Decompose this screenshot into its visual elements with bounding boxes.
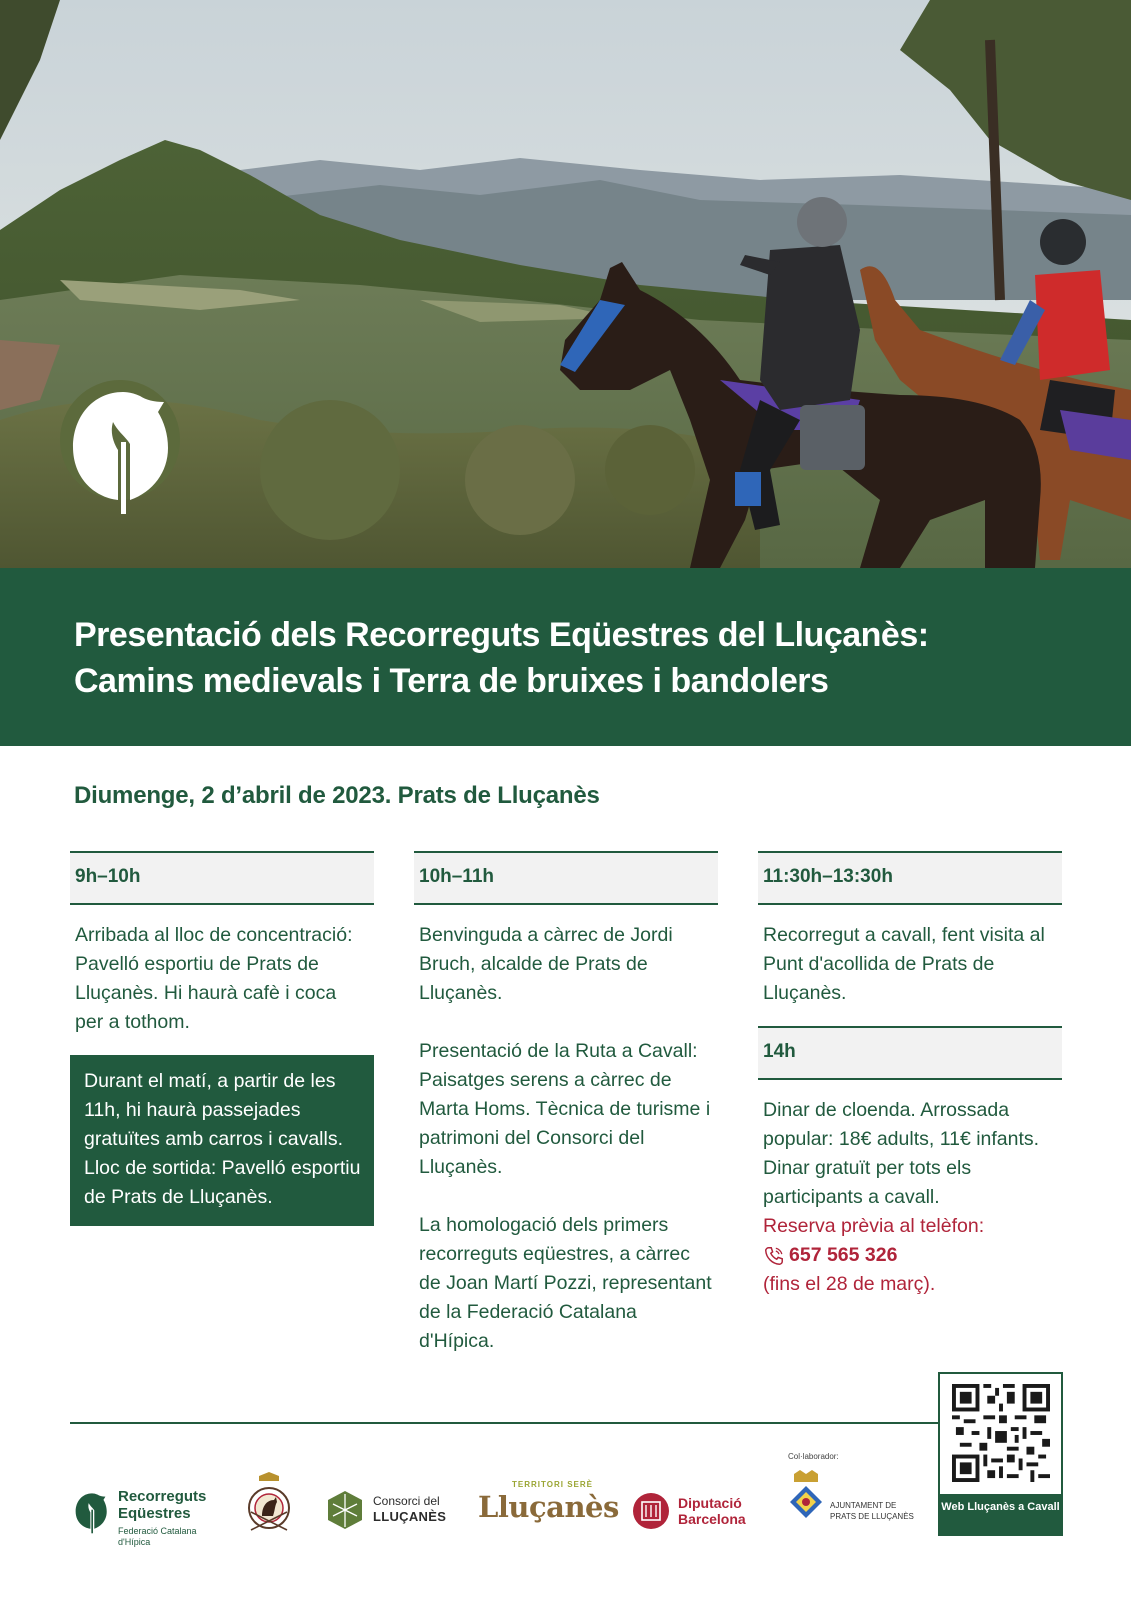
qr-code-label: Web Lluçanès a Cavall <box>940 1494 1061 1534</box>
diputacio-emblem-icon <box>632 1492 670 1530</box>
phone-icon <box>763 1245 785 1267</box>
hero-photo <box>0 0 1131 568</box>
leaf-shield-icon <box>325 1490 365 1530</box>
consorci-llucanes-logo <box>325 1488 455 1534</box>
time-slot-heading: 11:30h–13:30h <box>758 851 1062 905</box>
footer-divider <box>70 1422 940 1424</box>
welcome-paragraph: Benvinguda a càrrec de Jordi Bruch, alcalde de Prats de Lluçanès. <box>419 924 673 1004</box>
schedule-column-2 <box>414 851 718 1356</box>
consorci-line-1: Consorci del <box>373 1494 440 1508</box>
diputacio-barcelona-logo <box>632 1492 762 1534</box>
recorreguts-title-1: Recorreguts <box>118 1488 207 1505</box>
recorreguts-equestres-logo <box>74 1488 224 1558</box>
event-date-location: Diumenge, 2 d’abril de 2023. Prats de Lluçanès <box>74 782 600 809</box>
schedule-column-1 <box>70 851 374 1226</box>
reservation-deadline: (fins el 28 de març). <box>763 1273 936 1295</box>
consorci-line-2: LLUÇANÈS <box>373 1509 447 1524</box>
event-title-line-1: Presentació dels Recorreguts Eqüestres del Lluçanès: <box>74 616 929 654</box>
qr-code-icon <box>952 1384 1050 1482</box>
reservation-label: Reserva prèvia al telèfon: <box>763 1215 985 1237</box>
club-crest-logo <box>245 1472 293 1534</box>
phone-number: 657 565 326 <box>789 1244 898 1266</box>
route-presentation-paragraph: Presentació de la Ruta a Cavall: Paisatges serens a càrrec de Marta Homs. Tècnica de turisme i patrimoni del Consorci del Lluçanès. <box>419 1040 711 1178</box>
time-slot-description: Recorregut a cavall, fent visita al Punt d'acollida de Prats de Lluçanès. <box>763 924 1045 1004</box>
homologation-paragraph: La homologació dels primers recorreguts eqüestres, a càrrec de Joan Martí Pozzi, representant de la Federació Catalana d'Hípica. <box>419 1214 712 1352</box>
highlight-note-box: Durant el matí, a partir de les 11h, hi haurà passejades gratuïtes amb carros i cavalls. Lloc de sortida: Pavelló esportiu de Prats de Lluçanès. <box>70 1055 374 1226</box>
recorreguts-sub-2: d'Hípica <box>118 1537 151 1547</box>
recorreguts-sub-1: Federació Catalana <box>118 1526 197 1536</box>
lunch-description <box>758 1080 1062 1299</box>
llucanes-wordmark: Lluçanès <box>478 1490 619 1524</box>
horse-head-logo-icon <box>68 382 178 522</box>
ajuntament-line-1: AJUNTAMENT DE <box>830 1501 897 1510</box>
ajuntament-line-2: PRATS DE LLUÇANÈS <box>830 1512 914 1521</box>
title-band <box>0 568 1131 746</box>
diputacio-line-2: Barcelona <box>678 1511 746 1527</box>
collaborador-label: Col·laborador: <box>788 1452 839 1461</box>
lunch-text: Dinar de cloenda. Arrossada popular: 18€ adults, 11€ infants. Dinar gratuït per tots els participants a cavall. <box>763 1099 1040 1208</box>
phone-number-line[interactable] <box>763 1241 1057 1270</box>
recorreguts-title-2: Eqüestres <box>118 1505 191 1522</box>
time-slot-heading: 9h–10h <box>70 851 374 905</box>
equestrian-crest-icon <box>245 1472 293 1534</box>
diputacio-line-1: Diputació <box>678 1495 742 1511</box>
event-title-line-2: Camins medievals i Terra de bruixes i bandolers <box>74 662 829 700</box>
time-slot-description: Arribada al lloc de concentració: Pavelló esportiu de Prats de Lluçanès. Hi haurà cafè i coca per a tothom. <box>75 924 353 1033</box>
time-slot-description <box>414 905 718 1356</box>
horse-head-logo-icon <box>74 1490 110 1536</box>
time-slot-heading-lunch: 14h <box>758 1026 1062 1080</box>
qr-code-block[interactable] <box>938 1372 1063 1536</box>
schedule-column-3 <box>758 851 1062 1299</box>
territori-sere-label: TERRITORI SERÈ <box>512 1480 593 1489</box>
time-slot-heading: 10h–11h <box>414 851 718 905</box>
municipal-coat-of-arms-icon <box>788 1470 824 1532</box>
ajuntament-prats-logo <box>788 1452 918 1542</box>
territori-sere-llucanes-logo <box>478 1480 619 1546</box>
